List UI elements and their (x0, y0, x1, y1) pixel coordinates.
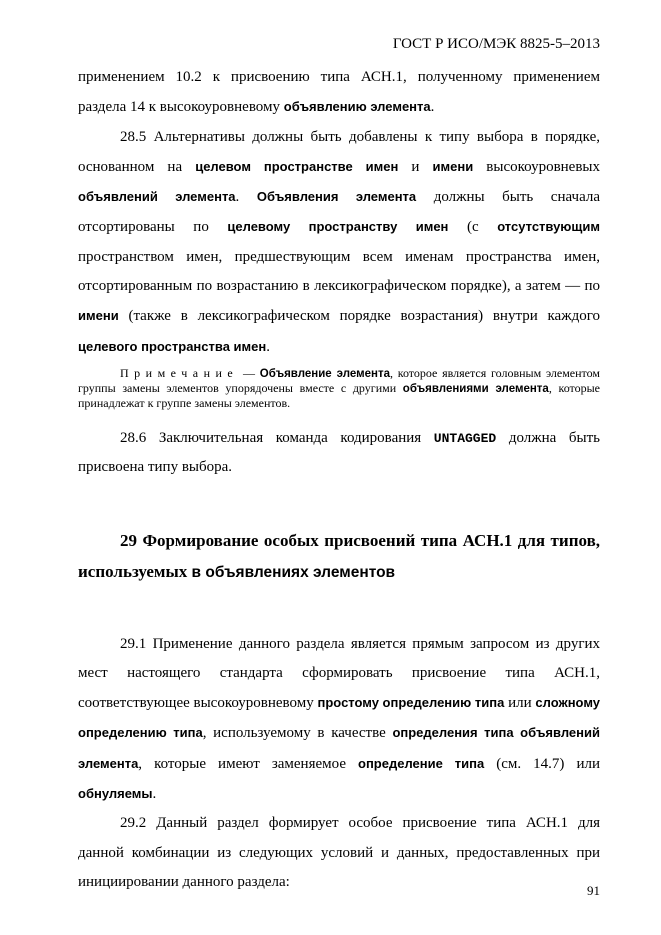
paragraph-continuation: применением 10.2 к присвоению типа АСН.1, полученному применением раздела 14 к высокоуровневому объявлению элемента. (78, 69, 600, 116)
page-content (78, 63, 600, 897)
paragraph-29-2: 29.2 Данный раздел формирует особое присвоение типа АСН.1 для данной комбинации из следующих условий и данных, предоставленных при инициировании данного раздела: (78, 815, 600, 890)
paragraph-28-6: 28.6 Заключительная команда кодирования UNTAGGED должна быть присвоена типу выбора. (78, 429, 600, 476)
page-number: 91 (587, 883, 600, 898)
section-heading-29: 29 Формирование особых присвоений типа АСН.1 для типов, используемых в объявлениях элементов (78, 530, 600, 581)
paragraph-28-5: 28.5 Альтернативы должны быть добавлены к типу выбора в порядке, основанном на целевом пространстве имен и имени высокоуровневых объявлений элемента. Объявления элемента должны быть сначала отсортированы по целевому пространству имен (с отсутствующим пространством имен, предшествующим всем именам пространства имен, отсортированным по возрастанию в лексикографическом порядке), а затем — по имени (также в лексикографическом порядке возрастания) внутри каждого целевого пространства имен. (78, 128, 601, 355)
note: Примечание — Объявление элемента, которое является головным элементом группы замены элементов упорядочены вместе с другими объявлениями элемента, которые принадлежат к группе замены элементов. (78, 365, 601, 410)
paragraph-29-1: 29.1 Применение данного раздела является прямым запросом из других мест настоящего стандарта сформировать присвоение типа АСН.1, соответствующее высокоуровневому простому определению типа или сложному определению типа, используемому в качестве определения типа объявлений элемента, которые имеют заменяемое определение типа (см. 14.7) или обнуляемы. (78, 635, 601, 803)
document-header: ГОСТ Р ИСО/МЭК 8825-5–2013 (392, 36, 600, 52)
note-label: Примечание (120, 365, 239, 380)
